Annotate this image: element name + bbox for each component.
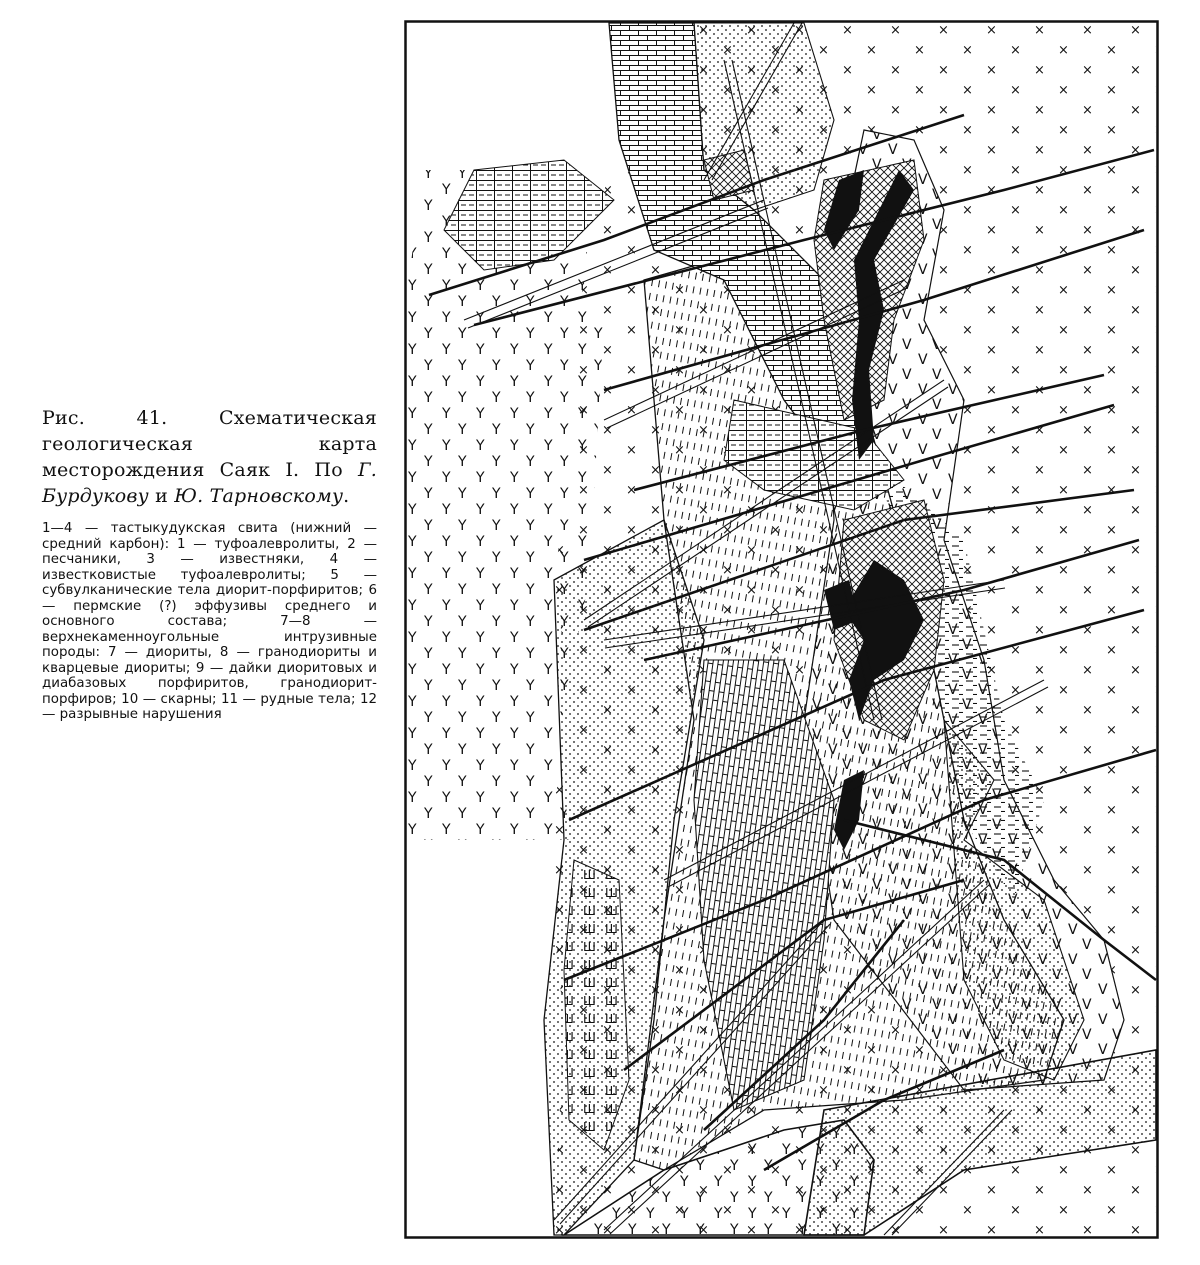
title-end: .	[343, 485, 350, 507]
legend-description: 1—4 — тастыкудукская свита (нижний — средний карбон): 1 — туфоалевролиты, 2 — песчаники, 3 — известняки, 4 — известковистые туфоалевролиты; 5 — субвулканические тела диорит-порфиритов; 6 — пермские (?) эффузивы среднего и основного состава; 7—8 — верхнекаменноугольные интрузивные породы: 7 — диориты, 8 — гранодиориты и кварцевые диориты; 9 — дайки диоритовых и диабазовых порфиритов, гранодиорит-порфиров; 10 — скарны; 11 — рудные тела; 12 — разрывные нарушения	[42, 521, 377, 722]
figure-caption	[42, 405, 377, 723]
figure-title	[42, 405, 377, 509]
geological-map	[404, 20, 1160, 1240]
title-prefix: Рис. 41. Схематическая геологическая карта месторождения Саяк I. По	[42, 407, 377, 481]
author-1: Г. Бурдукову	[42, 459, 377, 507]
title-conjunction: и	[148, 485, 175, 507]
author-2: Ю. Тарновскому	[174, 485, 344, 507]
diorite-porphyrite-body	[564, 860, 629, 1150]
